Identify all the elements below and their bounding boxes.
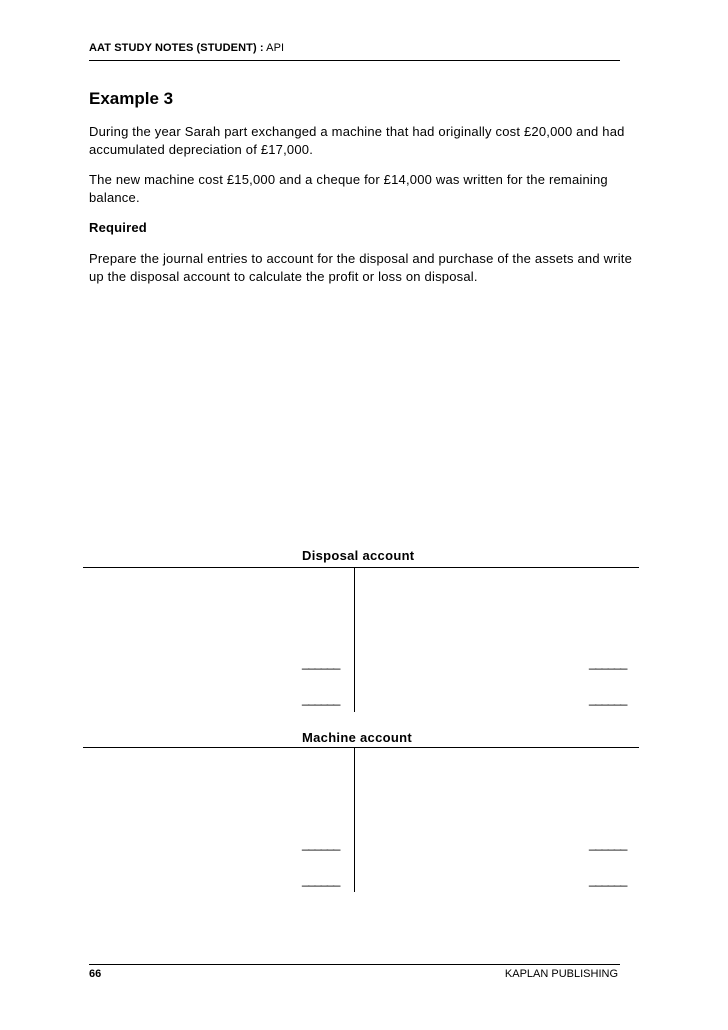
machine-account-title: Machine account — [302, 730, 412, 745]
header-title: AAT STUDY NOTES (STUDENT) : — [89, 42, 264, 54]
machine-credit-balance-line: ______ — [589, 872, 627, 887]
example-paragraph-2: The new machine cost £15,000 and a cheque for £14,000 was written for the remaining balance. — [89, 172, 608, 205]
disposal-account-divider — [354, 568, 355, 712]
disposal-credit-total-line: ______ — [589, 655, 627, 670]
publisher-name: KAPLAN PUBLISHING — [504, 968, 618, 980]
disposal-account-title: Disposal account — [302, 548, 415, 563]
machine-account-divider — [354, 748, 355, 892]
machine-account-top-rule — [83, 747, 639, 748]
disposal-debit-total-line: ______ — [302, 655, 340, 670]
disposal-account-top-rule — [83, 567, 639, 568]
required-heading: Required — [89, 220, 147, 235]
example-title: Example 3 — [89, 89, 174, 108]
example-paragraph-3: Prepare the journal entries to account for the disposal and purchase of the assets and write up the disposal account to calculate the profit or loss on disposal. — [89, 251, 633, 284]
disposal-debit-balance-line: ______ — [302, 691, 340, 706]
machine-debit-total-line: ______ — [302, 836, 340, 851]
example-paragraph-1: During the year Sarah part exchanged a machine that had originally cost £20,000 and had accumulated depreciation of £17,000. — [89, 124, 625, 157]
disposal-credit-balance-line: ______ — [589, 691, 627, 706]
machine-debit-balance-line: ______ — [302, 872, 340, 887]
machine-credit-total-line: ______ — [589, 836, 627, 851]
header-rule — [89, 60, 620, 61]
running-header — [89, 42, 284, 54]
header-subject: API — [263, 42, 285, 54]
page-number: 66 — [89, 968, 102, 980]
footer-rule — [89, 964, 620, 965]
